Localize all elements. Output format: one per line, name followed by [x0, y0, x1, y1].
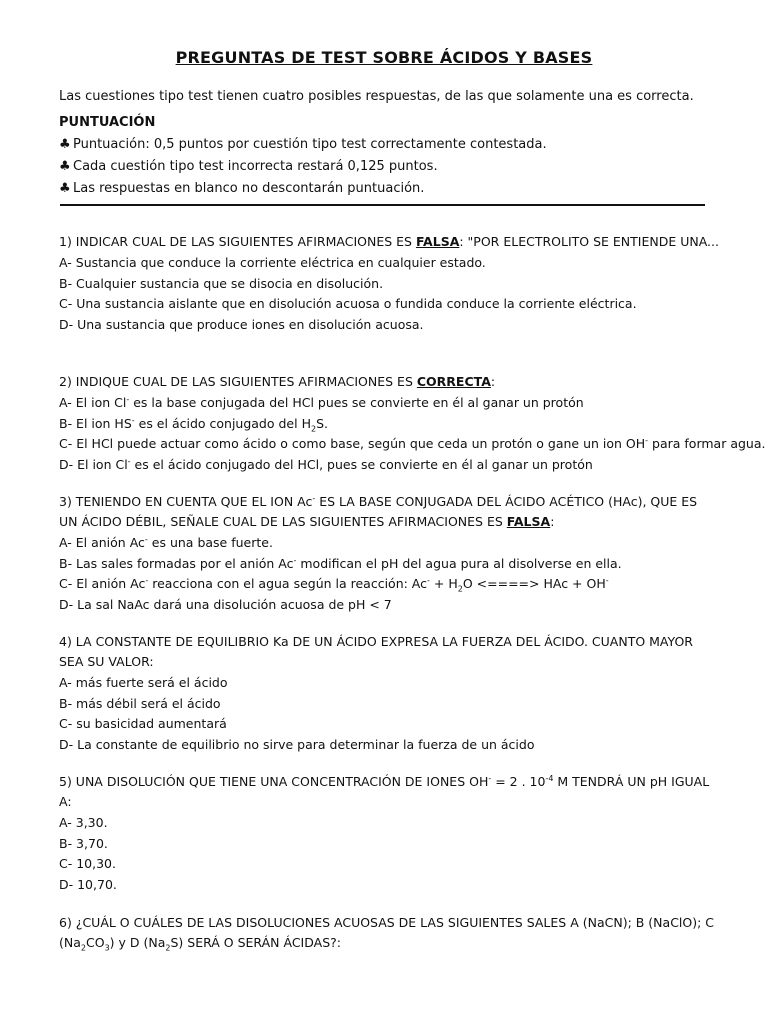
scoring-rule: ♣ Puntuación: 0,5 puntos por cuestión tipo test correctamente contestada. [59, 137, 547, 152]
keyword-correcta: CORRECTA [416, 374, 491, 389]
question-2 [59, 372, 766, 475]
option-b: B- 3,70. [59, 835, 108, 851]
question-text: 5) UNA DISOLUCIÓN QUE TIENE UNA CONCENTRACIÓN DE IONES OH- = 2 . $10^{-4}$ M TENDRÁ UN pH IGUAL A: [59, 773, 710, 809]
option-a: A- El ion Cl- es la base conjugada del HCl pues se convierte en él al ganar un protón [59, 394, 584, 410]
option-d: D- Una sustancia que produce iones en disolución acuosa. [59, 316, 424, 332]
club-bullet-icon: ♣ [59, 159, 71, 174]
question-6 [59, 913, 719, 954]
club-bullet-icon: ♣ [59, 137, 71, 152]
option-a: A- Sustancia que conduce la corriente eléctrica en cualquier estado. [59, 255, 486, 270]
scoring-rule: ♣ Cada cuestión tipo test incorrecta restará 0,125 puntos. [59, 159, 438, 174]
question-5 [59, 772, 719, 895]
question-4 [59, 632, 719, 755]
keyword-falsa: FALSA [415, 234, 460, 249]
option-a: A- El anión Ac- es una base fuerte. [59, 534, 273, 550]
option-a: A- más fuerte será el ácido [59, 675, 228, 690]
scoring-heading: PUNTUACIÓN [59, 115, 156, 130]
option-d: D- La sal NaAc dará una disolución acuosa de pH < 7 [59, 596, 392, 612]
option-c: C- Una sustancia aislante que en disolución acuosa o fundida conduce la corriente eléctrica. [59, 296, 637, 311]
option-d: D- 10,70. [59, 876, 117, 892]
keyword-falsa: FALSA [506, 514, 551, 529]
question-3 [59, 492, 719, 615]
option-c: C- su basicidad aumentará [59, 716, 227, 731]
option-c: C- El HCl puede actuar como ácido o como base, según que ceda un protón o gane un ion OH- para formar agua. [59, 435, 766, 451]
question-1 [59, 232, 719, 335]
option-b: B- El ion HS- es el ácido conjugado del $H_2S$. [59, 415, 328, 433]
section-divider [60, 204, 705, 206]
option-b: B- Las sales formadas por el anión Ac- modifican el pH del agua pura al disolverse en ella. [59, 555, 622, 571]
question-text: 4) LA CONSTANTE DE EQUILIBRIO Ka DE UN ÁCIDO EXPRESA LA FUERZA DEL ÁCIDO. CUANTO MAYOR SEA SU VALOR: [59, 634, 693, 669]
intro-text: Las cuestiones tipo test tienen cuatro posibles respuestas, de las que solamente una es correcta. [59, 89, 694, 104]
document-title: PREGUNTAS DE TEST SOBRE ÁCIDOS Y BASES [175, 48, 593, 67]
question-text: 6) ¿CUÁL O CUÁLES DE LAS DISOLUCIONES ACUOSAS DE LAS SIGUIENTES SALES A (NaCN); B (NaClO); C $(Na_2CO_3)$ y D $(Na_2S)$ SERÁ O SERÁN ÁCIDAS?: [59, 915, 715, 953]
option-d: D- La constante de equilibrio no sirve para determinar la fuerza de un ácido [59, 736, 535, 752]
scoring-rule: ♣ Las respuestas en blanco no descontarán puntuación. [59, 181, 425, 196]
option-d: D- El ion Cl- es el ácido conjugado del HCl, pues se convierte en él al ganar un protón [59, 456, 593, 472]
question-text: 1) INDICAR CUAL DE LAS SIGUIENTES AFIRMACIONES ES FALSA: "POR ELECTROLITO SE ENTIENDE UNA... [59, 234, 719, 249]
question-text: 2) INDIQUE CUAL DE LAS SIGUIENTES AFIRMACIONES ES CORRECTA: [59, 374, 496, 389]
option-b: B- más débil será el ácido [59, 695, 221, 711]
option-a: A- 3,30. [59, 815, 108, 830]
club-bullet-icon: ♣ [59, 181, 71, 196]
option-c: C- 10,30. [59, 856, 116, 871]
option-c: C- El anión Ac- reacciona con el agua según la reacción: $Ac^- + H_2O$ <====> HAc + OH- [59, 575, 609, 594]
option-b: B- Cualquier sustancia que se disocia en disolución. [59, 275, 384, 291]
question-text: 3) TENIENDO EN CUENTA QUE EL ION Ac- ES LA BASE CONJUGADA DEL ÁCIDO ACÉTICO (HAc), QUE ES UN ÁCIDO DÉBIL, SEÑALE CUAL DE LAS SIGUIENTES AFIRMACIONES ES FALSA: [59, 493, 698, 529]
